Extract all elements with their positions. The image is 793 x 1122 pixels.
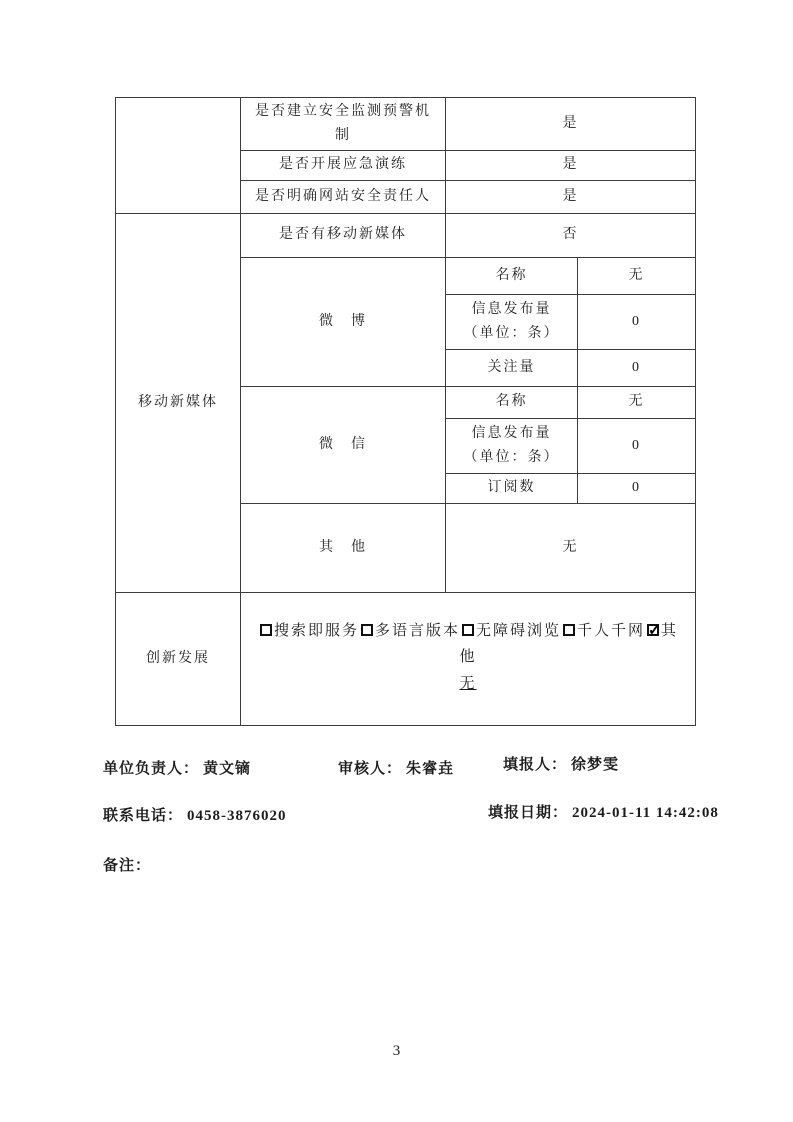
checkbox-accessibility-icon xyxy=(462,624,474,636)
field-cell: 名称 xyxy=(446,257,578,294)
question-cell: 是否开展应急演练 xyxy=(241,150,446,180)
option-label: 无障碍浏览 xyxy=(475,623,561,640)
checkbox-search-service-icon xyxy=(260,624,272,636)
value-cell: 无 xyxy=(578,386,696,418)
filler-label: 填报人： xyxy=(503,757,568,773)
innovation-answer-cell xyxy=(241,592,696,725)
filler-value: 徐梦雯 xyxy=(571,757,620,773)
reviewer-label: 审核人： xyxy=(338,761,403,777)
field-cell: 关注量 xyxy=(446,349,578,386)
report-table xyxy=(115,97,696,726)
answer-cell: 无 xyxy=(446,503,696,592)
section-label-innovation: 创新发展 xyxy=(116,592,241,725)
checkbox-other-icon xyxy=(647,624,659,636)
innovation-other-value: 无 xyxy=(459,676,477,693)
unit-head-value: 黄文镝 xyxy=(203,761,252,777)
checkbox-thousand-sites-icon xyxy=(563,624,575,636)
remarks-line xyxy=(103,854,155,875)
reviewer-line xyxy=(338,757,454,778)
reviewer-value: 朱睿垚 xyxy=(406,761,455,777)
report-date-line xyxy=(488,801,719,822)
unit-head-line xyxy=(103,757,251,778)
option-label: 其他 xyxy=(459,623,679,665)
answer-cell: 是 xyxy=(446,180,696,213)
section-cell-empty xyxy=(116,98,241,214)
question-cell: 是否有移动新媒体 xyxy=(241,213,446,257)
value-cell: 0 xyxy=(578,473,696,503)
option-label: 搜索即服务 xyxy=(273,623,359,640)
phone-line xyxy=(103,804,287,825)
value-cell: 0 xyxy=(578,349,696,386)
answer-cell: 是 xyxy=(446,98,696,151)
checkbox-multilingual-icon xyxy=(361,624,373,636)
value-cell: 无 xyxy=(578,257,696,294)
phone-label: 联系电话： xyxy=(103,808,184,824)
field-cell: 信息发布量（单位：条） xyxy=(446,294,578,349)
wechat-label-cell: 微 信 xyxy=(241,386,446,503)
report-date-label: 填报日期： xyxy=(488,805,569,821)
weibo-label-cell: 微 博 xyxy=(241,257,446,386)
field-cell: 名称 xyxy=(446,386,578,418)
report-date-value: 2024-01-11 14:42:08 xyxy=(572,805,719,821)
filler-line xyxy=(503,753,619,774)
unit-head-label: 单位负责人： xyxy=(103,761,200,777)
field-cell: 订阅数 xyxy=(446,473,578,503)
value-cell: 0 xyxy=(578,418,696,473)
phone-value: 0458-3876020 xyxy=(187,808,287,824)
option-label: 多语言版本 xyxy=(374,623,460,640)
field-cell: 信息发布量（单位：条） xyxy=(446,418,578,473)
option-label: 千人千网 xyxy=(577,623,646,640)
question-cell: 是否建立安全监测预警机制 xyxy=(241,98,446,151)
question-cell: 是否明确网站安全责任人 xyxy=(241,180,446,213)
section-label-mobile-media: 移动新媒体 xyxy=(116,213,241,592)
page-number: 3 xyxy=(392,1043,401,1059)
remarks-label: 备注： xyxy=(103,858,152,874)
other-media-label-cell: 其 他 xyxy=(241,503,446,592)
value-cell: 0 xyxy=(578,294,696,349)
answer-cell: 是 xyxy=(446,150,696,180)
answer-cell: 否 xyxy=(446,213,696,257)
